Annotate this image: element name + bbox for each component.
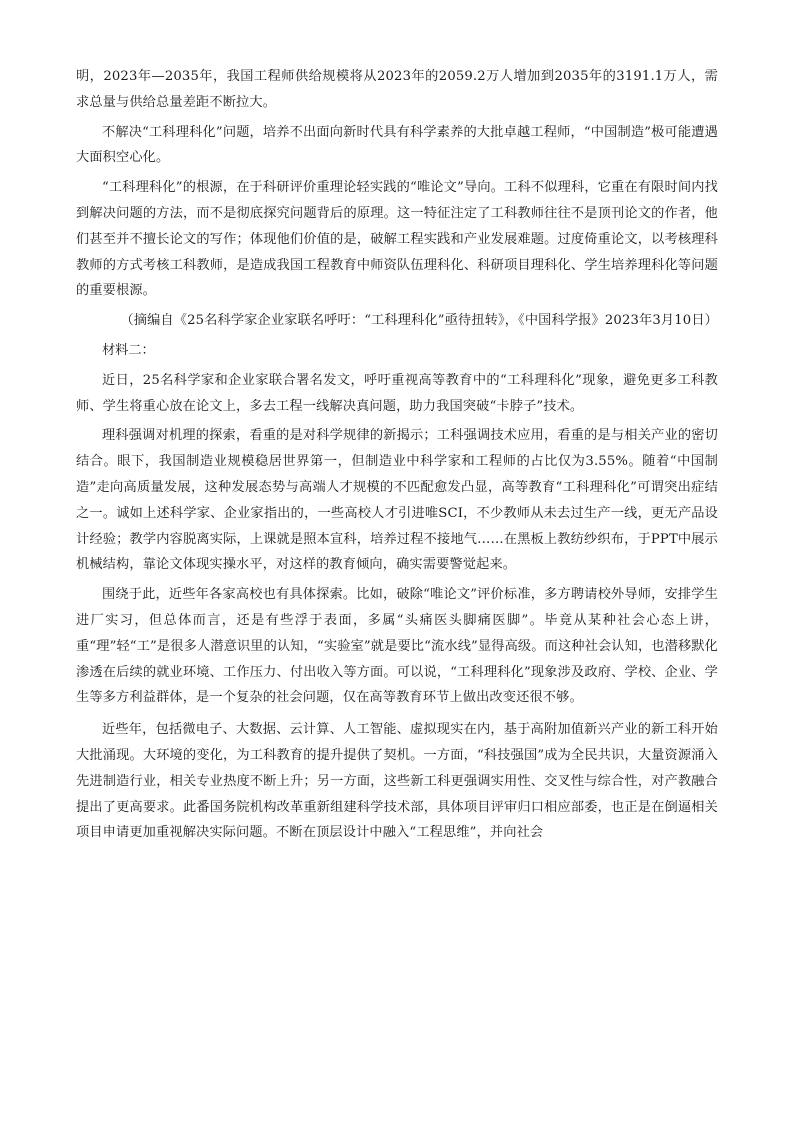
section-heading: 材料二：	[102, 342, 155, 358]
document-page	[76, 64, 718, 846]
paragraph: “工科理科化”的根源，在于科研评价重理论轻实践的“唯论文”导向。工科不似理科，它重在有限时间内找到解决问题的方法，而不是彻底探究问题背后的原理。这一特征注定了工科教师往往不是顶刊论文的作者，他们甚至并不擅长论文的写作；体现他们价值的是，破解工程实践和产业发展难题。过度倚重论文，以考核理科教师的方式考核工科教师，是造成我国工程教育中师资队伍理科化、科研项目理科化、学生培养理科化等问题的重要根源。	[76, 180, 718, 299]
source-citation: （摘编自《25名科学家企业家联名呼吁：“工科理科化”亟待扭转》，《中国科学报》2023年3月10日）	[120, 313, 718, 329]
paragraph: 围绕于此，近些年各家高校也有具体探索。比如，破除“唯论文”评价标准，多方聘请校外导师，安排学生进厂实习，但总体而言，还是有些浮于表面，多属“头痛医头脚痛医脚”。毕竟从某种社会心态上讲，重“理”轻“工”是很多人潜意识里的认知，“实验室”就是要比“流水线”显得高级。而这种社会认知，也潜移默化渗透在后续的就业环境、工作压力、付出收入等方面。可以说，“工科理科化”现象涉及政府、学校、企业、学生等多方利益群体，是一个复杂的社会问题，仅在高等教育环节上做出改变还很不够。	[76, 587, 718, 706]
paragraph: 近日，25名科学家和企业家联合署名发文，呼吁重视高等教育中的“工科理科化”现象，避免更多工科教师、学生将重心放在论文上，多去工程一线解决真问题，助力我国突破“卡脖子”技术。	[76, 372, 718, 414]
paragraph: 不解决“工科理科化”问题，培养不出面向新时代具有科学素养的大批卓越工程师，“中国制造”极可能遭遇大面积空心化。	[76, 124, 718, 166]
paragraph: 近些年，包括微电子、大数据、云计算、人工智能、虚拟现实在内，基于高附加值新兴产业的新工科开始大批涌现。大环境的变化，为工科教育的提升提供了契机。一方面，“科技强国”成为全民共识，大量资源涌入先进制造行业，相关专业热度不断上升；另一方面，这些新工科更强调实用性、交叉性与综合性，对产教融合提出了更高要求。此番国务院机构改革重新组建科学技术部，具体项目评审归口相应部委，也正是在倒逼相关项目申请更加重视解决实际问题。不断在顶层设计中融入“工程思维”，并向社会	[76, 722, 718, 841]
paragraph: 理科强调对机理的探索，看重的是对科学规律的新揭示；工科强调技术应用，看重的是与相关产业的密切结合。眼下，我国制造业规模稳居世界第一，但制造业中科学家和工程师的占比仅为3.55%。随着“中国制造”走向高质量发展，这种发展态势与高端人才规模的不匹配愈发凸显，高等教育“工科理科化”可谓突出症结之一。诚如上述科学家、企业家指出的，一些高校人才引进唯SCI，不少教师从未去过生产一线，更无产品设计经验；教学内容脱离实际，上课就是照本宣科，培养过程不接地气……在黑板上教纺纱织布，于PPT中展示机械结构，靠论文体现实操水平，对这样的教育倾向，确实需要警觉起来。	[76, 428, 718, 573]
paragraph-continuation: 明，2023年—2035年，我国工程师供给规模将从2023年的2059.2万人增加到2035年的3191.1万人，需求总量与供给总量差距不断拉大。	[76, 69, 718, 110]
